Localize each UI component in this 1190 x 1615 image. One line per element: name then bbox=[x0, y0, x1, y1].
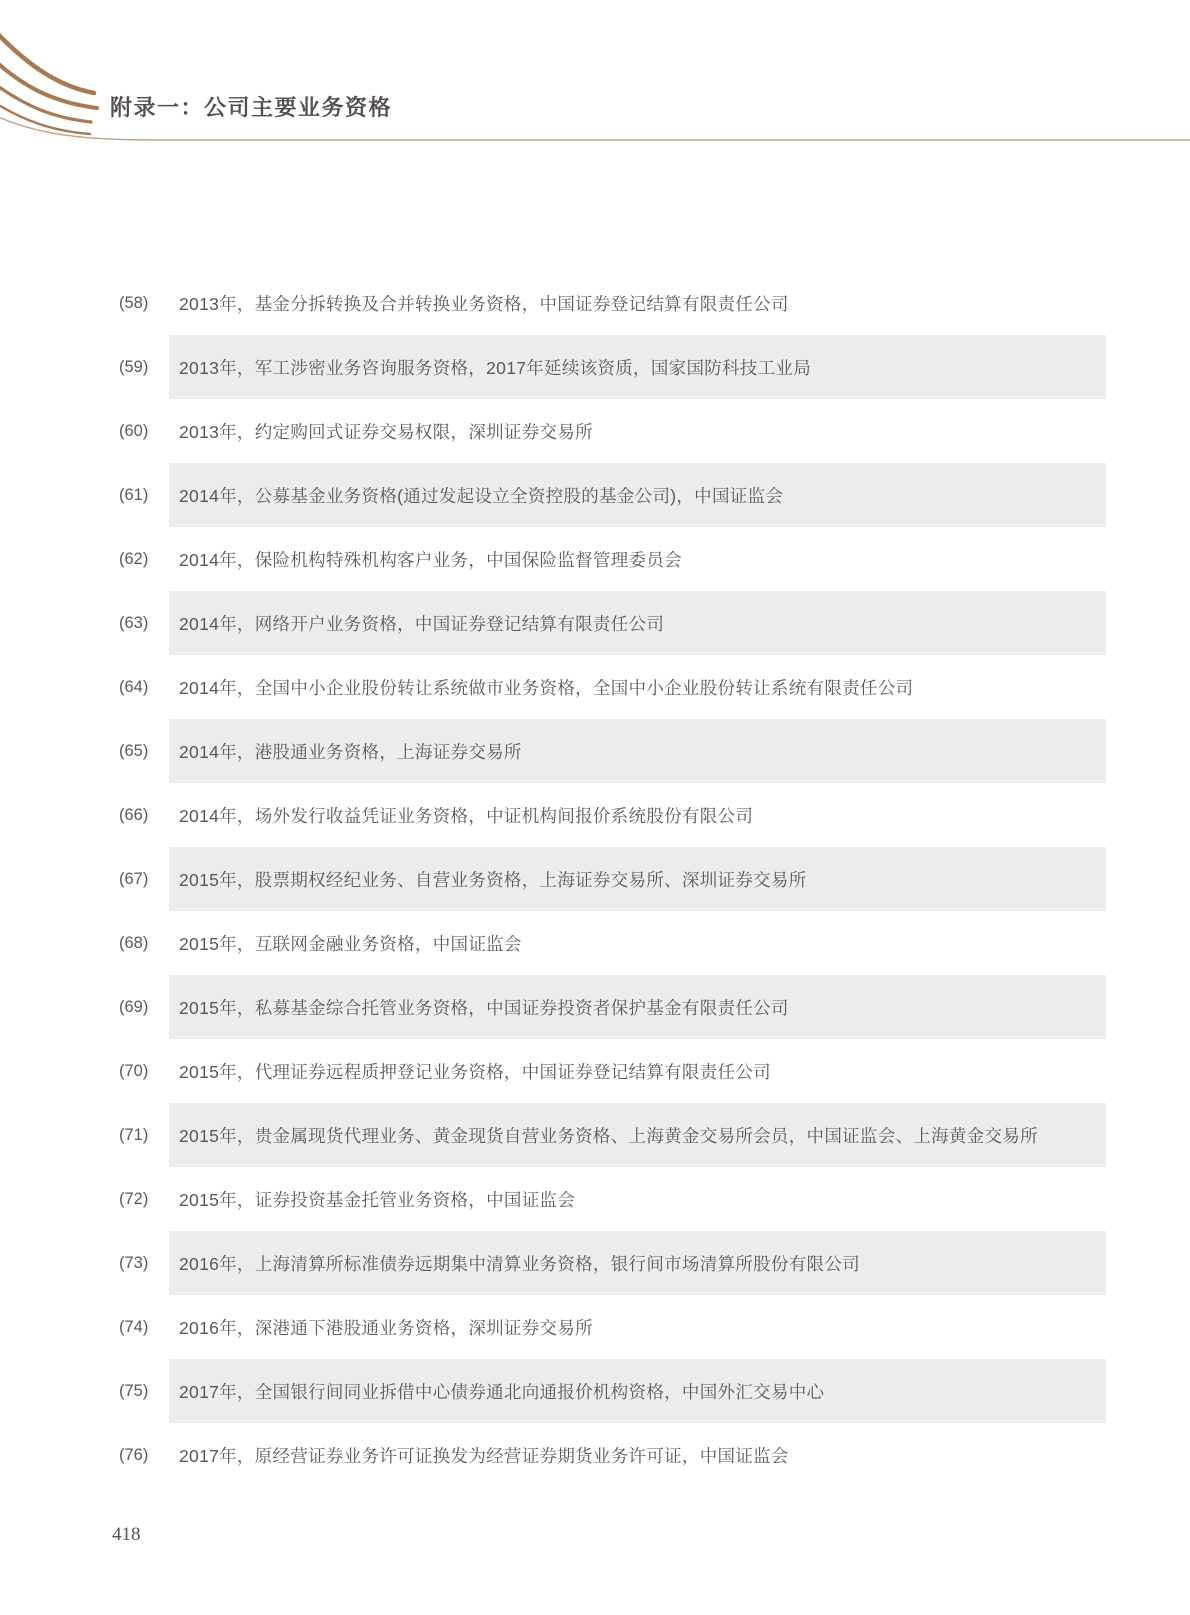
list-item bbox=[0, 1423, 1190, 1487]
list-item bbox=[0, 1359, 1190, 1423]
list-item bbox=[0, 783, 1190, 847]
item-number: (62) bbox=[119, 549, 149, 568]
brand-swoosh-and-rule bbox=[0, 0, 1190, 175]
list-item bbox=[0, 1231, 1190, 1295]
item-number: (65) bbox=[119, 741, 149, 760]
item-text: 2015年，代理证券远程质押登记业务资格，中国证券登记结算有限责任公司 bbox=[179, 1061, 771, 1082]
list-item bbox=[0, 399, 1190, 463]
list-item bbox=[0, 463, 1190, 527]
list-item bbox=[0, 655, 1190, 719]
item-number: (66) bbox=[119, 805, 149, 824]
item-number: (59) bbox=[119, 357, 149, 376]
item-text: 2017年，原经营证券业务许可证换发为经营证券期货业务许可证，中国证监会 bbox=[179, 1445, 789, 1466]
item-text: 2013年，基金分拆转换及合并转换业务资格，中国证券登记结算有限责任公司 bbox=[179, 293, 789, 314]
item-number: (61) bbox=[119, 485, 149, 504]
item-number: (70) bbox=[119, 1061, 149, 1080]
item-text: 2014年，场外发行收益凭证业务资格，中证机构间报价系统股份有限公司 bbox=[179, 805, 754, 826]
item-text: 2014年，公募基金业务资格(通过发起设立全资控股的基金公司)，中国证监会 bbox=[169, 463, 1106, 527]
item-number: (75) bbox=[119, 1381, 149, 1400]
swoosh-curve-2 bbox=[0, 58, 97, 108]
item-number: (63) bbox=[119, 613, 149, 632]
item-number: (64) bbox=[119, 677, 149, 696]
item-number: (58) bbox=[119, 293, 149, 312]
list-item bbox=[0, 1039, 1190, 1103]
item-text: 2015年，股票期权经纪业务、自营业务资格，上海证券交易所、深圳证券交易所 bbox=[169, 847, 1106, 911]
list-item bbox=[0, 527, 1190, 591]
list-item bbox=[0, 911, 1190, 975]
item-number: (67) bbox=[119, 869, 149, 888]
list-item bbox=[0, 719, 1190, 783]
list-item bbox=[0, 1295, 1190, 1359]
item-text: 2015年，证券投资基金托管业务资格，中国证监会 bbox=[179, 1189, 576, 1210]
item-text: 2013年，约定购回式证券交易权限，深圳证券交易所 bbox=[179, 421, 593, 442]
page-number: 418 bbox=[112, 1524, 141, 1545]
item-text: 2017年，全国银行间同业拆借中心债券通北向通报价机构资格，中国外汇交易中心 bbox=[169, 1359, 1106, 1423]
qualification-list bbox=[0, 271, 1190, 1487]
item-text: 2013年，军工涉密业务咨询服务资格，2017年延续该资质，国家国防科技工业局 bbox=[169, 335, 1106, 399]
list-item bbox=[0, 335, 1190, 399]
list-item bbox=[0, 847, 1190, 911]
list-item bbox=[0, 591, 1190, 655]
list-item bbox=[0, 1103, 1190, 1167]
item-number: (76) bbox=[119, 1445, 149, 1464]
item-number: (74) bbox=[119, 1317, 149, 1336]
item-text: 2014年，保险机构特殊机构客户业务，中国保险监督管理委员会 bbox=[179, 549, 682, 570]
item-text: 2014年，网络开户业务资格，中国证券登记结算有限责任公司 bbox=[169, 591, 1106, 655]
list-item bbox=[0, 975, 1190, 1039]
item-text: 2014年，港股通业务资格，上海证券交易所 bbox=[169, 719, 1106, 783]
item-number: (68) bbox=[119, 933, 149, 952]
item-text: 2015年，贵金属现货代理业务、黄金现货自营业务资格、上海黄金交易所会员，中国证监会、上海黄金交易所 bbox=[169, 1103, 1106, 1167]
list-item bbox=[0, 271, 1190, 335]
item-number: (60) bbox=[119, 421, 149, 440]
item-text: 2015年，私募基金综合托管业务资格，中国证券投资者保护基金有限责任公司 bbox=[169, 975, 1106, 1039]
item-text: 2016年，深港通下港股通业务资格，深圳证券交易所 bbox=[179, 1317, 593, 1338]
item-text: 2016年，上海清算所标准债券远期集中清算业务资格，银行间市场清算所股份有限公司 bbox=[169, 1231, 1106, 1295]
list-item bbox=[0, 1167, 1190, 1231]
swoosh-curve-1 bbox=[0, 28, 94, 93]
page-title: 附录一：公司主要业务资格 bbox=[110, 95, 393, 120]
item-text: 2014年，全国中小企业股份转让系统做市业务资格，全国中小企业股份转让系统有限责任公司 bbox=[179, 677, 914, 698]
item-number: (73) bbox=[119, 1253, 149, 1272]
item-number: (69) bbox=[119, 997, 149, 1016]
item-number: (72) bbox=[119, 1189, 149, 1208]
item-number: (71) bbox=[119, 1125, 149, 1144]
item-text: 2015年，互联网金融业务资格，中国证监会 bbox=[179, 933, 522, 954]
